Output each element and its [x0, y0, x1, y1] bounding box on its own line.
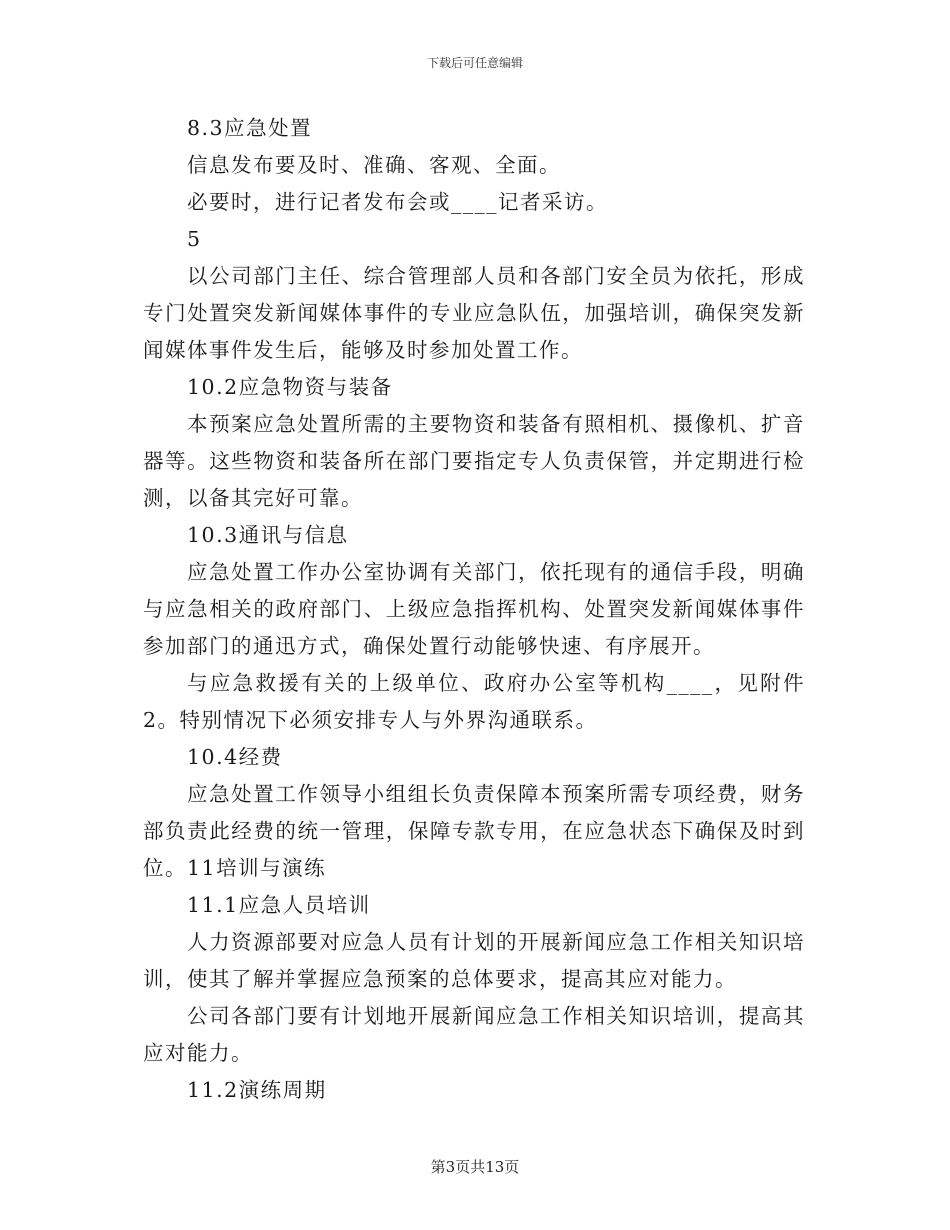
paragraph: 信息发布要及时、准确、客观、全面。 — [187, 153, 561, 177]
section-heading: 11.2演练周期 — [187, 1078, 327, 1102]
page-footer: 第3页共13页 — [430, 1158, 520, 1176]
paragraph: 以公司部门主任、综合管理部人员和各部门安全员为依托，形成专门处置突发新闻媒体事件的专业应急队伍，加强培训，确保突发新闻媒体事件发生后，能够及时参加处置工作。 — [143, 264, 805, 362]
paragraph: 应急处置工作办公室协调有关部门，依托现有的通信手段，明确与应急相关的政府部门、上级应急指挥机构、处置突发新闻媒体事件参加部门的通迅方式，确保处置行动能够快速、有序展开。 — [143, 560, 805, 658]
paragraph: 必要时，进行记者发布会或____记者采访。 — [187, 190, 608, 214]
section-heading: 10.3通讯与信息 — [187, 523, 349, 547]
document-body — [143, 110, 805, 1109]
section-heading: 11.1应急人员培训 — [187, 893, 371, 917]
paragraph: 公司各部门要有计划地开展新闻应急工作相关知识培训，提高其应对能力。 — [143, 1004, 805, 1065]
paragraph: 应急处置工作领导小组组长负责保障本预案所需专项经费，财务部负责此经费的统一管理，保障专款专用，在应急状态下确保及时到位。11培训与演练 — [143, 782, 805, 880]
paragraph: 人力资源部要对应急人员有计划的开展新闻应急工作相关知识培训，使其了解并掌握应急预案的总体要求，提高其应对能力。 — [143, 930, 805, 991]
paragraph: 与应急救援有关的上级单位、政府办公室等机构____，见附件2。特别情况下必须安排专人与外界沟通联系。 — [143, 671, 805, 732]
page-header: 下载后可任意编辑 — [426, 56, 523, 70]
section-heading: 10.2应急物资与装备 — [187, 375, 393, 399]
paragraph: 本预案应急处置所需的主要物资和装备有照相机、摄像机、扩音器等。这些物资和装备所在部门要指定专人负责保管，并定期进行检测，以备其完好可靠。 — [143, 412, 805, 510]
paragraph: 5 — [187, 227, 202, 251]
section-heading: 10.4经费 — [187, 745, 283, 769]
section-heading: 8.3应急处置 — [187, 116, 313, 140]
